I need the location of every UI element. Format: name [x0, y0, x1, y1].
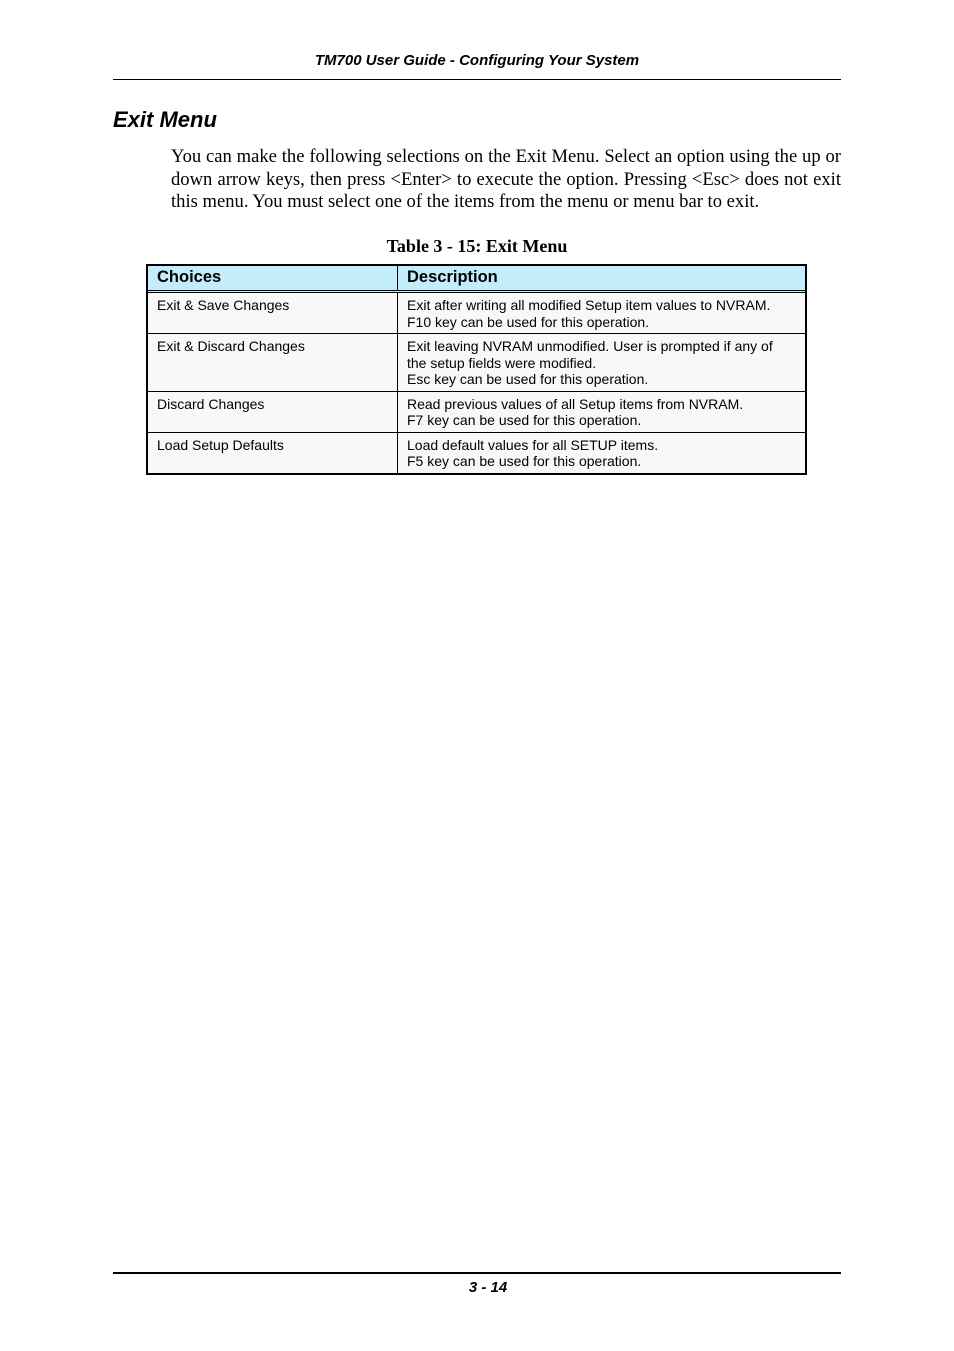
description-line: Exit leaving NVRAM unmodified. User is prompted if any of the setup fields were modified. [407, 338, 773, 371]
choice-cell: Load Setup Defaults [148, 433, 398, 473]
exit-menu-table [146, 264, 807, 475]
description-line: F5 key can be used for this operation. [407, 453, 642, 469]
running-header: TM700 User Guide - Configuring Your System [314, 52, 640, 69]
table-row [148, 293, 805, 334]
description-cell [398, 334, 805, 391]
description-line: F7 key can be used for this operation. [407, 412, 642, 428]
choice-cell: Discard Changes [148, 392, 398, 432]
description-cell [398, 433, 805, 473]
footer-divider [113, 1272, 841, 1274]
page-number: 3 - 14 [468, 1279, 508, 1296]
description-line: Read previous values of all Setup items from NVRAM. [407, 395, 744, 412]
description-line: Load default values for all SETUP items. [407, 436, 659, 453]
choice-cell: Exit & Discard Changes [148, 334, 398, 391]
description-line: F10 key can be used for this operation. [407, 313, 650, 330]
table-header-row [148, 266, 805, 293]
description-line: Exit after writing all modified Setup item values to NVRAM. [407, 297, 771, 313]
table-caption: Table 3 - 15: Exit Menu [386, 236, 568, 256]
table-row [148, 392, 805, 433]
description-cell [398, 392, 805, 432]
choice-cell: Exit & Save Changes [148, 293, 398, 333]
description-cell [398, 293, 805, 333]
table-row [148, 433, 805, 473]
table-row [148, 334, 805, 392]
section-title: Exit Menu [113, 107, 217, 132]
description-line: Esc key can be used for this operation. [407, 371, 649, 387]
column-header-description: Description [407, 268, 498, 286]
header-divider [113, 79, 841, 80]
column-header-choices: Choices [148, 266, 398, 290]
intro-paragraph: You can make the following selections on the Exit Menu. Select an option using the up or down arrow keys, then press <Enter> to execute the option. Pressing <Esc> does not exit this menu. You must select one of the items from the menu or menu bar to exit. [171, 146, 841, 212]
